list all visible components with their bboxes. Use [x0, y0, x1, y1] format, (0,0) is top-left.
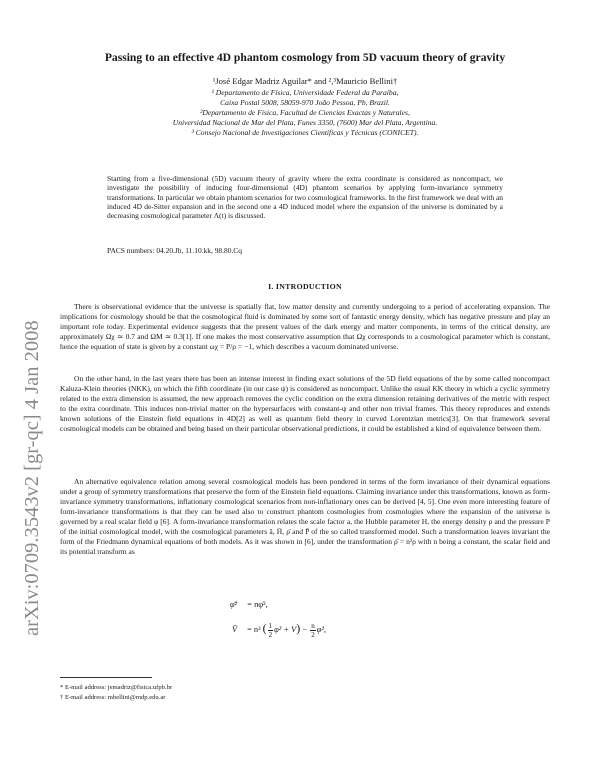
equation-2-coefficient: = n² [247, 625, 261, 634]
abstract: Starting from a five-dimensional (5D) vacuum theory of gravity where the extra coordinate is considered as noncompact, we investigate the possibility of inducing four-dimensional (4D) phantom scenarios by applying form-invariance symmetry transformations. In particular we obtain phantom scenarios for two cosmological frameworks. In the first framework we deal with an induced 4D de-Sitter expansion and in the second one a 4D induced model where the expansion of the universe is dominated by a decreasing cosmological parameter Λ(t) is discussed. [107, 174, 503, 221]
intro-paragraph-2: On the other hand, in the last years there has been an intense interest in finding exact solutions of the 5D field equations of the by some called noncompact Kaluza-Klein theories (NKK), on which the fifth coordinate (in our case ψ) is considered as noncompact. Unlike the usual KK theory in which a cyclic symmetry related to the extra dimension is assumed, the new approach removes the cyclic condition on the extra dimension retaining derivatives of the metric with respect to the extra coordinate. This induces non-trivial matter on the hypersurfaces with constant-ψ and other non trivial frames. This theory reproduces and extends known solutions of the Einstein field equations in 4D[2] as well as quantum field theory in curved Lorentzian metrics[3]. On that framework several cosmological models can be obtained and being based on their particular observational predictions, it could be established a kind of equivalence between them. [60, 374, 550, 433]
section-heading-introduction: I. INTRODUCTION [268, 282, 342, 291]
equation-2-lhs: V̄ [232, 625, 237, 634]
author-line: ¹José Edgar Madriz Aguilar* and ²,³Mauricio Bellini† [212, 76, 398, 86]
equation-1-lhs: φ̄̇² [230, 600, 238, 609]
affiliation-1a: ¹ Departamento de Física, Universidade Federal da Paraíba, [211, 88, 399, 97]
affiliation-2a: ²Departamento de Física, Facultad de Ciencias Exactas y Naturales, [200, 108, 410, 117]
equation-2-inner: φ̇² + V [274, 625, 297, 634]
footnote-email-2: † E-mail address: mbellini@mdp.edu.ar [60, 694, 166, 701]
equation-2: V̄ = n² ( $\frac{1}{2}$ φ̇² + V) − $\frac{n}{2}$ φ̇², [232, 621, 326, 639]
intro-paragraph-3: An alternative equivalence relation among several cosmological models has been pondered in terms of the form invariance of their dynamical equations under a group of symmetry transformations that preserve the form of the Einstein field equations. Claiming invariance under this transformations, known as form-invariance symmetry transformations, inflationary cosmological scenarios from non-inflationary ones can be derived [4, 5]. One even more interesting feature of form-invariance transformations is that they can be used also to construct phantom cosmologies from cosmologies where the expansion of the universe is governed by a real scalar field φ [6]. A form-invariance transformation relates the scale factor a, the Hubble parameter H, the energy density ρ and the pressure P of the initial cosmological model, with the cosmological parameters ā, H̄, ρ̄ and P̄ of the so called transformed model. Such a transformation leaves invariant the form of the Friedmann dynamical equations of both models. As it was shown in [6], under the transformation ρ̄ = n²ρ with n being a constant, the scalar field and its potential transform as [60, 477, 551, 556]
equation-1-rhs: = nφ̇², [247, 600, 268, 609]
equation-2-tail: φ̇², [316, 625, 326, 634]
equation-2-fraction-n: $\frac{n}{2}$ [311, 621, 315, 639]
pacs-numbers: PACS numbers: 04.20.Jb, 11.10.kk, 98.80.Cq [107, 246, 242, 255]
arxiv-id-text: arXiv:0709.3543v2 [gr-qc] 4 Jan 2008 [21, 320, 43, 636]
equation-2-minus: − [302, 625, 308, 634]
equation-1 [230, 600, 268, 609]
intro-paragraph-1: There is observational evidence that the universe is spatially flat, low matter density and currently undergoing to a period of accelerating expansion. The implications for cosmology should be that the cosmological fluid is dominated by some sort of fantastic energy density, which has negative pressure and play an important role today. Experimental evidence suggests that the present values of the dark energy and matter components, in terms of the critical density, are approximately Ωχ ≃ 0.7 and ΩM ≃ 0.3[1]. If one makes the most conservative assumption that Ωχ corresponds to a cosmological parameter which is constant, hence the equation of state is given by a constant ωχ = P/ρ = −1, which describes a vacuum dominated universe. [60, 302, 550, 351]
arxiv-identifier-stamp [6, 206, 50, 636]
equation-2-fraction-half: $\frac{1}{2}$ [268, 621, 273, 639]
footnote-email-1: * E-mail address: jemadriz@fisica.ufpb.br [60, 684, 173, 691]
affiliation-1b: Caixa Postal 5008, 58059-970 João Pessoa, Pb, Brazil. [220, 98, 390, 107]
paper-title: Passing to an effective 4D phantom cosmology from 5D vacuum theory of gravity [104, 51, 506, 64]
affiliation-2b: Universidad Nacional de Mar del Plata, Funes 3350, (7600) Mar del Plata, Argentina. [172, 118, 438, 127]
footnote-rule [60, 677, 152, 678]
affiliation-3: ³ Consejo Nacional de Investigaciones Científicas y Técnicas (CONICET). [191, 128, 419, 137]
